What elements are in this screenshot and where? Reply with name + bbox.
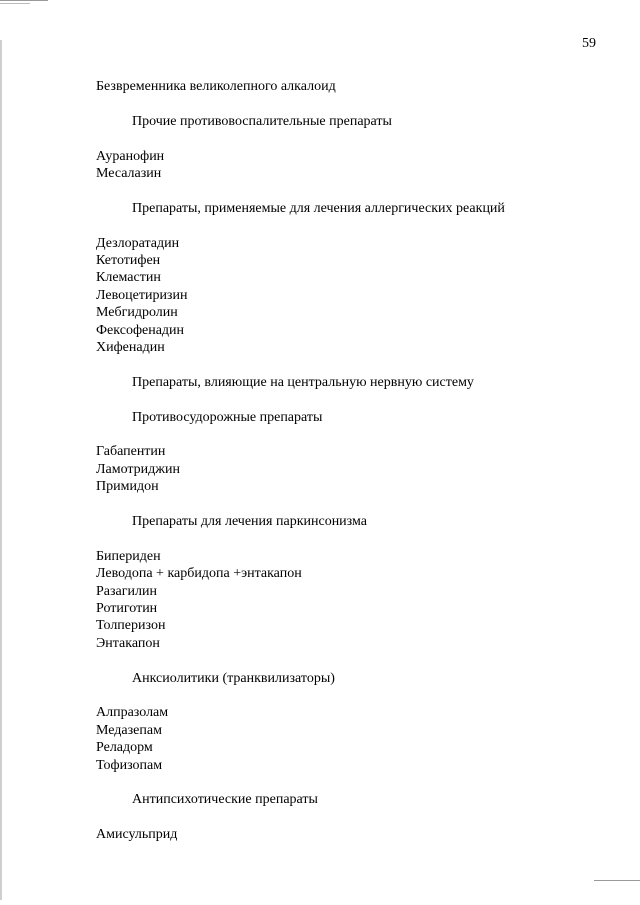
section-heading: Антипсихотические препараты (132, 792, 318, 808)
scan-edge-mark (0, 0, 48, 1)
blank-line (96, 217, 616, 234)
drug-name: Кетотифен (96, 253, 161, 268)
drug-name: Дезлоратадин (96, 235, 180, 251)
blank-line (96, 182, 616, 199)
drug-name: Разагилин (96, 583, 157, 599)
blank-line (96, 530, 616, 547)
drug-name: Тофизопам (96, 757, 163, 773)
scan-edge-mark (0, 3, 30, 4)
blank-line (96, 496, 616, 513)
blank-line (96, 809, 616, 826)
section-heading: Анксиолитики (транквилизаторы) (132, 670, 335, 686)
drug-name: Толперизон (96, 618, 166, 634)
blank-line (96, 426, 616, 443)
drug-name: Энтакапон (96, 635, 160, 651)
drug-name: Медазепам (96, 722, 162, 738)
drug-name: Левоцетиризин (96, 287, 188, 303)
drug-name: Ламотриджин (96, 461, 180, 477)
section-heading: Препараты для лечения паркинсонизма (132, 514, 367, 530)
blank-line (96, 130, 616, 147)
drug-name: Ротиготин (96, 601, 158, 617)
blank-line (96, 356, 616, 373)
drug-name: Габапентин (96, 444, 166, 460)
drug-name: Мебгидролин (96, 305, 178, 321)
drug-name: Амисульприд (96, 827, 178, 843)
blank-line (96, 391, 616, 408)
blank-line (96, 95, 616, 112)
drug-name: Леводопа + карбидопа +энтакапон (96, 566, 302, 582)
section-heading: Противосудорожные препараты (132, 409, 323, 425)
page-number: 59 (582, 36, 596, 51)
blank-line (96, 652, 616, 669)
drug-name: Безвременника великолепного алкалоид (96, 79, 336, 94)
drug-name: Алпразолам (96, 705, 169, 721)
drug-list (96, 78, 616, 844)
drug-name: Бипериден (96, 548, 161, 564)
scan-edge-mark (594, 880, 640, 881)
blank-line (96, 774, 616, 791)
drug-name: Ауранофин (96, 148, 165, 164)
section-heading: Препараты, применяемые для лечения аллергических реакций (132, 200, 505, 216)
drug-name: Хифенадин (96, 340, 165, 356)
drug-name: Реладорм (96, 740, 153, 756)
drug-name: Месалазин (96, 166, 162, 181)
blank-line (96, 687, 616, 704)
section-heading: Прочие противовоспалительные препараты (132, 113, 392, 129)
section-heading: Препараты, влияющие на центральную нервную систему (132, 374, 474, 390)
page-left-edge (0, 40, 2, 900)
drug-name: Клемастин (96, 270, 161, 286)
drug-name: Примидон (96, 479, 159, 495)
drug-name: Фексофенадин (96, 322, 185, 338)
